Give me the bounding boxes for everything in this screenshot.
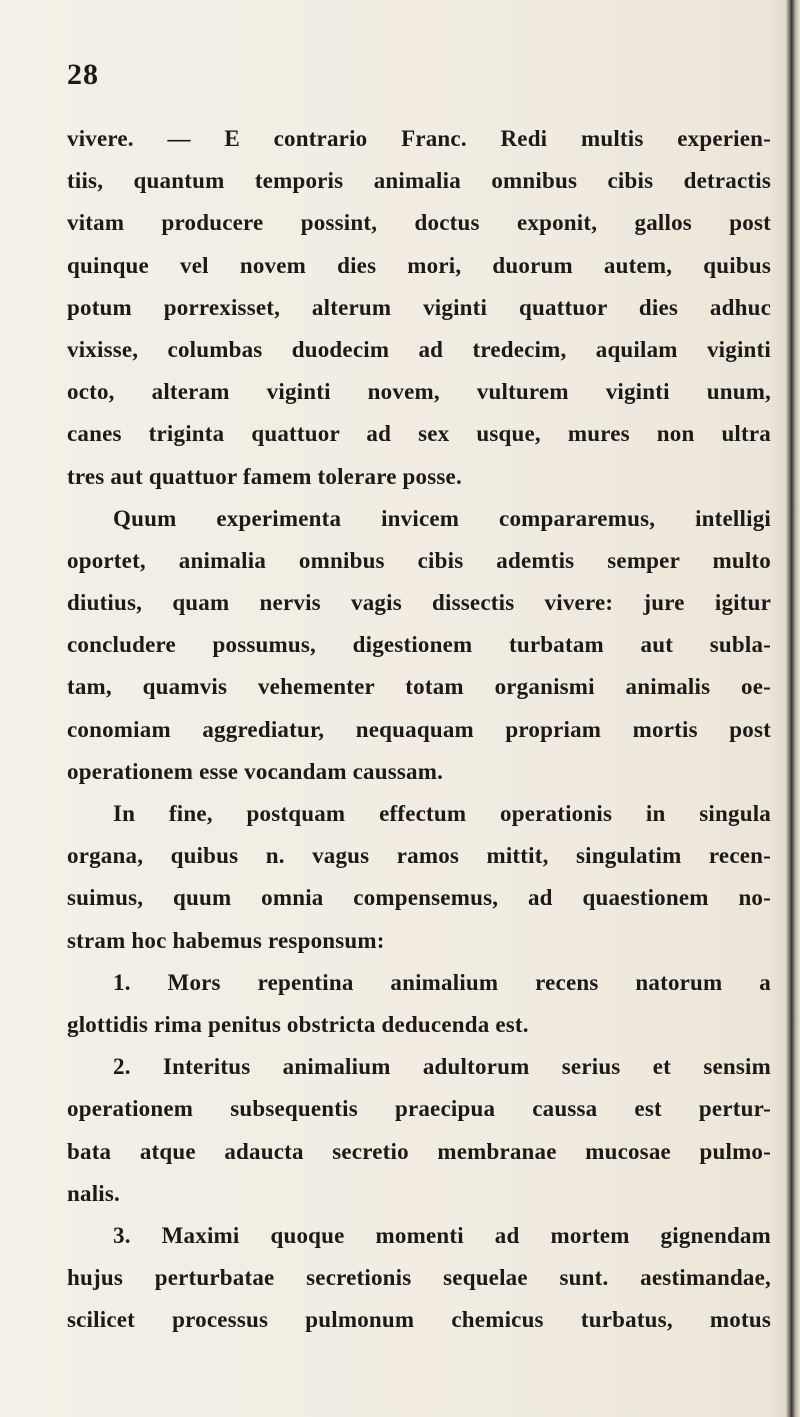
text-line: In fine, postquam effectum operationis in singula	[113, 801, 771, 826]
text-line: potum porrexisset, alterum viginti quattuor dies adhuc	[67, 294, 771, 320]
text-line: vixisse, columbas duodecim ad tredecim, aquilam viginti	[67, 336, 771, 362]
text-line: octo, alteram viginti novem, vulturem viginti unum,	[67, 379, 771, 405]
text-line: organa, quibus n. vagus ramos mittit, singulatim recen-	[67, 843, 771, 869]
text-line: bata atque adaucta secretio membranae mucosae pulmo-	[67, 1138, 771, 1164]
text-line: 3. Maximi quoque momenti ad mortem gignendam	[113, 1222, 771, 1248]
text-line: suimus, quum omnia compensemus, ad quaestionem no-	[67, 885, 771, 911]
text-line: quinque vel novem dies mori, duorum autem, quibus	[67, 252, 771, 278]
text-line: scilicet processus pulmonum chemicus turbatus, motus	[67, 1307, 771, 1333]
text-line: operationem esse vocandam caussam.	[67, 758, 444, 784]
text-line: operationem subsequentis praecipua caussa est pertur-	[67, 1096, 771, 1122]
text-line: diutius, quam nervis vagis dissectis vivere: jure igitur	[67, 590, 771, 616]
text-line: 1. Mors repentina animalium recens natorum a	[113, 969, 771, 995]
text-line: conomiam aggrediatur, nequaquam propriam mortis post	[67, 716, 771, 742]
page-edge	[786, 0, 800, 1417]
text-line: hujus perturbatae secretionis sequelae sunt. aestimandae,	[67, 1265, 771, 1291]
text-line: stram hoc habemus responsum:	[67, 927, 385, 953]
text-line: tres aut quattuor famem tolerare posse.	[67, 463, 462, 489]
text-line: vitam producere possint, doctus exponit, gallos post	[67, 210, 771, 236]
text-line: vivere. — E contrario Franc. Redi multis experien-	[67, 126, 771, 151]
text-line: Quum experimenta invicem compararemus, intelligi	[113, 505, 771, 531]
text-line: concludere possumus, digestionem turbatam aut subla-	[67, 632, 771, 658]
text-line: tam, quamvis vehementer totam organismi animalis oe-	[67, 674, 771, 700]
text-line: canes triginta quattuor ad sex usque, mures non ultra	[67, 421, 771, 447]
text-line: nalis.	[67, 1180, 120, 1206]
text-line: tiis, quantum temporis animalia omnibus cibis detractis	[67, 168, 771, 194]
body-text	[67, 118, 771, 1341]
text-line: oportet, animalia omnibus cibis ademtis semper multo	[67, 547, 771, 573]
page-number: 28	[67, 58, 99, 91]
text-line: 2. Interitus animalium adultorum serius et sensim	[113, 1054, 771, 1080]
text-line: glottidis rima penitus obstricta deducenda est.	[67, 1011, 529, 1037]
